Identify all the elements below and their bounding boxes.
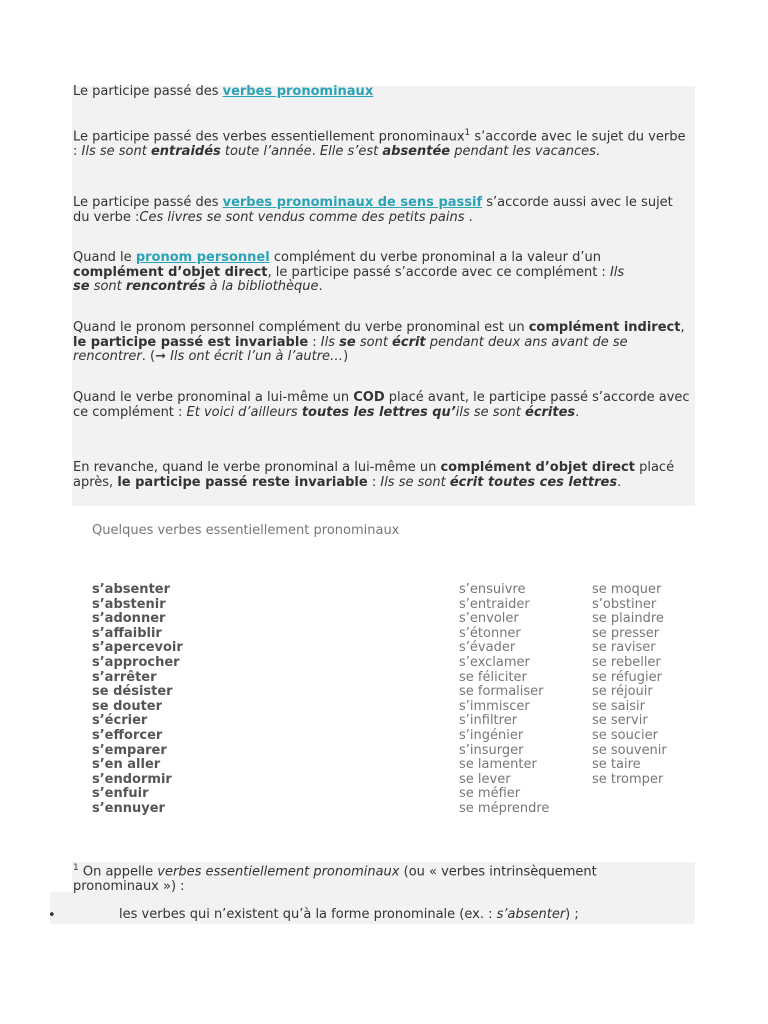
- verb-item: s’affaiblir: [92, 625, 162, 641]
- p4-text-d: :: [308, 334, 321, 350]
- p3-text-d: .: [318, 279, 323, 295]
- verb-item: s’abstenir: [92, 596, 166, 612]
- paragraph-6: [73, 461, 693, 490]
- p6-text-c: placé après,: [73, 460, 675, 490]
- verb-item: se moquer: [592, 582, 662, 597]
- p6-text-d: :: [367, 474, 381, 490]
- footnote-ref[interactable]: 1: [464, 128, 471, 138]
- p4-bold-ci: complément indirect: [528, 320, 681, 335]
- p1-text-c: .: [311, 143, 320, 159]
- verb-item: se tromper: [592, 771, 664, 787]
- verb-item: s’ennuyer: [92, 800, 165, 816]
- verb-item: se féliciter: [459, 669, 527, 685]
- page-title: [73, 85, 693, 100]
- p4-ex-bold-se: se: [339, 334, 356, 350]
- verb-item: s’en aller: [92, 757, 161, 773]
- paragraph-4: [73, 321, 693, 365]
- verb-item: se soucier: [592, 727, 658, 743]
- verb-item: se taire: [592, 757, 641, 773]
- bullet-text-b: ) ;: [565, 907, 579, 922]
- footnote-number: 1: [73, 863, 79, 873]
- verb-item: se méfier: [459, 786, 521, 802]
- verb-item: se raviser: [592, 640, 656, 656]
- p3-ex-b: sont: [89, 279, 126, 295]
- footnote-text-a: On appelle: [78, 864, 158, 880]
- verb-item: se presser: [592, 625, 660, 641]
- p2-example: Ces livres se sont vendus comme des petits pains: [139, 209, 465, 225]
- p3-text-b: complément du verbe pronominal a la valeur d’un: [269, 250, 601, 265]
- verb-item: se désister: [92, 684, 173, 700]
- p1-text-b: s’accorde avec le sujet du verbe :: [73, 129, 686, 159]
- p6-ex-bold: écrit toutes ces lettres: [449, 474, 618, 490]
- footnote-text-b: (ou « verbes intrinsèquement pronominaux ») :: [73, 864, 597, 894]
- p4-bold-invariable: le participe passé est invariable: [73, 334, 309, 350]
- link-verbes-pronominaux[interactable]: verbes pronominaux: [222, 84, 374, 99]
- p5-text-d: .: [575, 404, 580, 420]
- bullet-item: [119, 908, 579, 923]
- verb-item: s’immiscer: [459, 698, 530, 714]
- p4-ex-b: sont: [355, 334, 393, 350]
- paragraph-5: [73, 391, 693, 420]
- p6-ex-a: Ils se sont: [380, 474, 450, 490]
- verb-column-1: [92, 583, 183, 817]
- verb-item: se méprendre: [459, 800, 550, 816]
- title-prefix: Le participe passé des: [73, 84, 223, 99]
- p4-ex-c: pendant deux ans avant de se rencontrer: [73, 334, 628, 365]
- verb-item: se formaliser: [459, 684, 544, 700]
- verb-item: se réfugier: [592, 669, 662, 685]
- paragraph-3: [73, 251, 633, 295]
- p3-ex-bold-se: se: [73, 279, 90, 295]
- p6-text-e: .: [617, 474, 622, 490]
- verb-item: s’obstiner: [592, 596, 657, 612]
- p1-ex1-bold: entraidés: [150, 143, 221, 159]
- verb-item: s’entraider: [459, 596, 530, 612]
- verb-item: se lever: [459, 771, 511, 787]
- p3-text-c: , le participe passé s’accorde avec ce complément :: [267, 264, 610, 280]
- p1-ex2-b: pendant les vacances: [450, 143, 596, 159]
- p5-text-a: Quand le verbe pronominal a lui-même un: [73, 390, 354, 405]
- bullet-mark: •: [48, 908, 56, 923]
- verb-item: s’efforcer: [92, 727, 163, 743]
- p1-ex2-a: Elle s’est: [319, 143, 383, 159]
- list-heading: Quelques verbes essentiellement pronominaux: [92, 523, 400, 538]
- p6-bold-cod: complément d’objet direct: [440, 460, 635, 475]
- p1-text-a: Le participe passé des verbes essentiellement pronominaux: [73, 129, 465, 145]
- p2-text-a: Le participe passé des: [73, 195, 223, 210]
- verb-item: se saisir: [592, 698, 645, 714]
- p4-text-e: . (: [141, 349, 156, 365]
- verb-item: s’enfuir: [92, 786, 149, 802]
- p4-text-a: Quand le pronom personnel complément du verbe pronominal est un: [73, 320, 529, 335]
- footnote-term: verbes essentiellement pronominaux: [157, 864, 400, 880]
- paragraph-1: [73, 126, 693, 160]
- verb-item: s’écrier: [92, 713, 148, 729]
- p4-text-f: ): [343, 349, 349, 365]
- verb-item: se plaindre: [592, 611, 664, 627]
- bullet-example: s’absenter: [496, 907, 566, 922]
- paragraph-2: [73, 196, 693, 225]
- p2-text-c: .: [464, 209, 473, 225]
- verb-item: s’infiltrer: [459, 713, 518, 729]
- p3-bold-cod: complément d’objet direct: [73, 264, 268, 280]
- verb-item: se réjouir: [592, 684, 653, 700]
- verb-item: se rebeller: [592, 654, 661, 670]
- p5-ex-a: Et voici d’ailleurs: [186, 404, 302, 420]
- verb-item: s’emparer: [92, 742, 167, 758]
- p3-ex-bold-rencontres: rencontrés: [125, 279, 206, 295]
- verb-item: s’adonner: [92, 611, 166, 627]
- p1-text-d: .: [595, 143, 601, 159]
- p5-bold-cod: COD: [353, 390, 385, 405]
- p1-ex1-b: toute l’année: [220, 143, 312, 159]
- p5-ex-bold-ecrites: écrites: [525, 404, 576, 420]
- p4-ex-d: Ils ont écrit l’un à l’autre…: [165, 349, 344, 365]
- verb-column-3: [592, 583, 667, 787]
- verb-item: se souvenir: [592, 742, 667, 758]
- verb-item: se lamenter: [459, 757, 537, 773]
- verb-item: s’approcher: [92, 654, 180, 670]
- p4-text-c: ,: [680, 320, 685, 335]
- p3-ex-a: Ils: [609, 264, 625, 280]
- arrow-icon: ➞: [155, 349, 166, 365]
- verb-item: s’arrêter: [92, 669, 157, 685]
- verb-item: s’apercevoir: [92, 640, 183, 656]
- p2-text-b: s’accorde aussi avec le sujet du verbe :: [73, 195, 673, 225]
- p4-ex-a: Ils: [320, 334, 340, 350]
- verb-item: se servir: [592, 713, 648, 729]
- p5-text-c: placé avant, le participe passé s’accorde avec ce complément :: [73, 390, 690, 420]
- p4-ex-bold-ecrit: écrit: [392, 334, 426, 350]
- verb-item: s’exclamer: [459, 654, 530, 670]
- verb-column-2: [459, 583, 549, 817]
- p3-ex-c: à la bibliothèque: [205, 279, 319, 295]
- p3-text-a: Quand le: [73, 250, 136, 265]
- verb-item: s’ensuivre: [459, 582, 526, 597]
- link-sens-passif[interactable]: verbes pronominaux de sens passif: [222, 195, 483, 210]
- verb-item: s’ingénier: [459, 727, 524, 743]
- verb-item: s’étonner: [459, 625, 521, 641]
- verb-item: s’endormir: [92, 771, 172, 787]
- p1-ex1-a: Ils se sont: [81, 143, 151, 159]
- verb-item: s’absenter: [92, 582, 171, 597]
- verb-item: se douter: [92, 698, 163, 714]
- p6-text-a: En revanche, quand le verbe pronominal a lui-même un: [73, 460, 441, 475]
- p5-ex-b: ils se sont: [455, 404, 525, 420]
- verb-item: s’insurger: [459, 742, 524, 758]
- footnote: [73, 861, 673, 895]
- link-pronom-personnel[interactable]: pronom personnel: [135, 250, 270, 265]
- p6-bold-invariable: le participe passé reste invariable: [117, 474, 368, 490]
- p1-ex2-bold: absentée: [382, 143, 451, 159]
- verb-item: s’évader: [459, 640, 516, 656]
- bullet-text-a: les verbes qui n’existent qu’à la forme pronominale (ex. :: [119, 907, 497, 922]
- verb-item: s’envoler: [459, 611, 519, 627]
- p5-ex-bold-lettres: toutes les lettres qu’: [301, 404, 456, 420]
